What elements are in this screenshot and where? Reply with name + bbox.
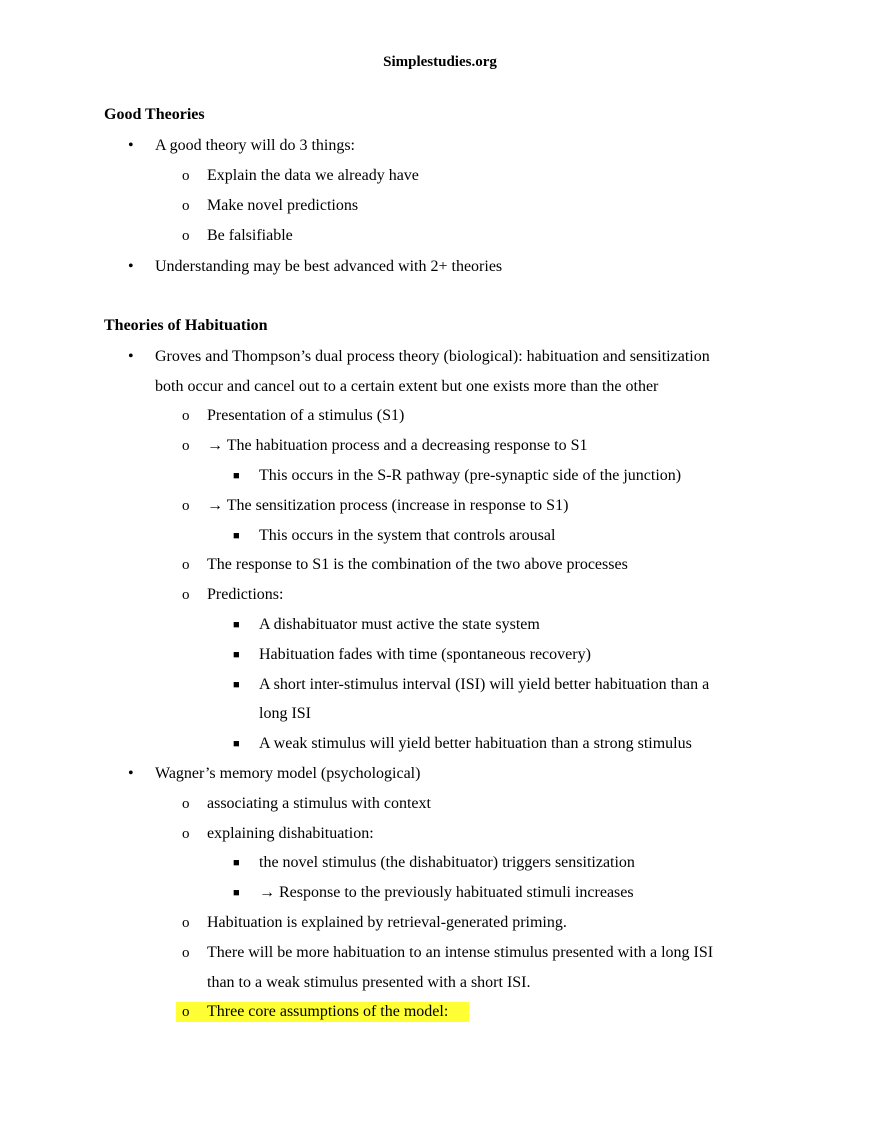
- bullet-level1: •: [128, 137, 134, 154]
- bullet-level2: o: [182, 438, 190, 454]
- list-item: Wagner’s memory model (psychological): [155, 765, 421, 782]
- bullet-level2: o: [182, 915, 190, 931]
- list-item: A good theory will do 3 things:: [155, 137, 355, 154]
- bullet-level2: o: [182, 1004, 190, 1020]
- list-item: Predictions:: [207, 586, 284, 603]
- list-item: Make novel predictions: [207, 197, 359, 214]
- list-item-continuation: long ISI: [259, 705, 311, 722]
- list-item: Be falsifiable: [207, 227, 293, 244]
- list-item: associating a stimulus with context: [207, 795, 431, 812]
- list-item: A short inter-stimulus interval (ISI) will yield better habituation than a: [259, 676, 710, 693]
- list-item: There will be more habituation to an intense stimulus presented with a long ISI: [207, 944, 714, 961]
- bullet-level3: ■: [233, 619, 240, 631]
- bullet-level3: ■: [233, 649, 240, 661]
- bullet-level1: •: [128, 258, 134, 275]
- bullet-level3: ■: [233, 530, 240, 542]
- list-item: → Response to the previously habituated stimuli increases: [259, 884, 634, 901]
- list-item: Habituation is explained by retrieval-generated priming.: [207, 914, 567, 931]
- list-item: Groves and Thompson’s dual process theory (biological): habituation and sensitization: [155, 348, 710, 365]
- list-item: Explain the data we already have: [207, 167, 419, 184]
- bullet-level2: o: [182, 168, 190, 184]
- list-item: This occurs in the system that controls arousal: [259, 527, 556, 544]
- bullet-level1: •: [128, 765, 134, 782]
- bullet-level2: o: [182, 498, 190, 514]
- bullet-level2: o: [182, 408, 190, 424]
- highlighted-list-item: Three core assumptions of the model:: [207, 1003, 449, 1020]
- list-item: → The habituation process and a decreasing response to S1: [207, 437, 588, 454]
- list-item: Presentation of a stimulus (S1): [207, 407, 405, 424]
- bullet-level1: •: [128, 348, 134, 365]
- list-item: This occurs in the S-R pathway (pre-synaptic side of the junction): [259, 467, 682, 484]
- list-item: A weak stimulus will yield better habituation than a strong stimulus: [259, 735, 692, 752]
- section-heading-good-theories: Good Theories: [104, 106, 205, 123]
- page-header: Simplestudies.org: [383, 54, 497, 70]
- bullet-level3: ■: [233, 887, 240, 899]
- list-item: The response to S1 is the combination of the two above processes: [207, 556, 628, 573]
- bullet-level2: o: [182, 228, 190, 244]
- list-item-continuation: than to a weak stimulus presented with a short ISI.: [207, 974, 531, 991]
- bullet-level2: o: [182, 587, 190, 603]
- bullet-level2: o: [182, 198, 190, 214]
- bullet-level2: o: [182, 945, 190, 961]
- list-item: → The sensitization process (increase in response to S1): [207, 497, 569, 514]
- list-item: Habituation fades with time (spontaneous recovery): [259, 646, 591, 663]
- list-item: Understanding may be best advanced with 2+ theories: [155, 258, 503, 275]
- bullet-level2: o: [182, 826, 190, 842]
- list-item: explaining dishabituation:: [207, 825, 374, 842]
- list-item: A dishabituator must active the state system: [259, 616, 540, 633]
- bullet-level3: ■: [233, 857, 240, 869]
- bullet-level3: ■: [233, 738, 240, 750]
- bullet-level3: ■: [233, 679, 240, 691]
- list-item-continuation: both occur and cancel out to a certain extent but one exists more than the other: [155, 378, 659, 395]
- bullet-level2: o: [182, 557, 190, 573]
- section-heading-theories-of-habituation: Theories of Habituation: [104, 317, 268, 334]
- bullet-level2: o: [182, 796, 190, 812]
- list-item: the novel stimulus (the dishabituator) triggers sensitization: [259, 854, 635, 871]
- bullet-level3: ■: [233, 470, 240, 482]
